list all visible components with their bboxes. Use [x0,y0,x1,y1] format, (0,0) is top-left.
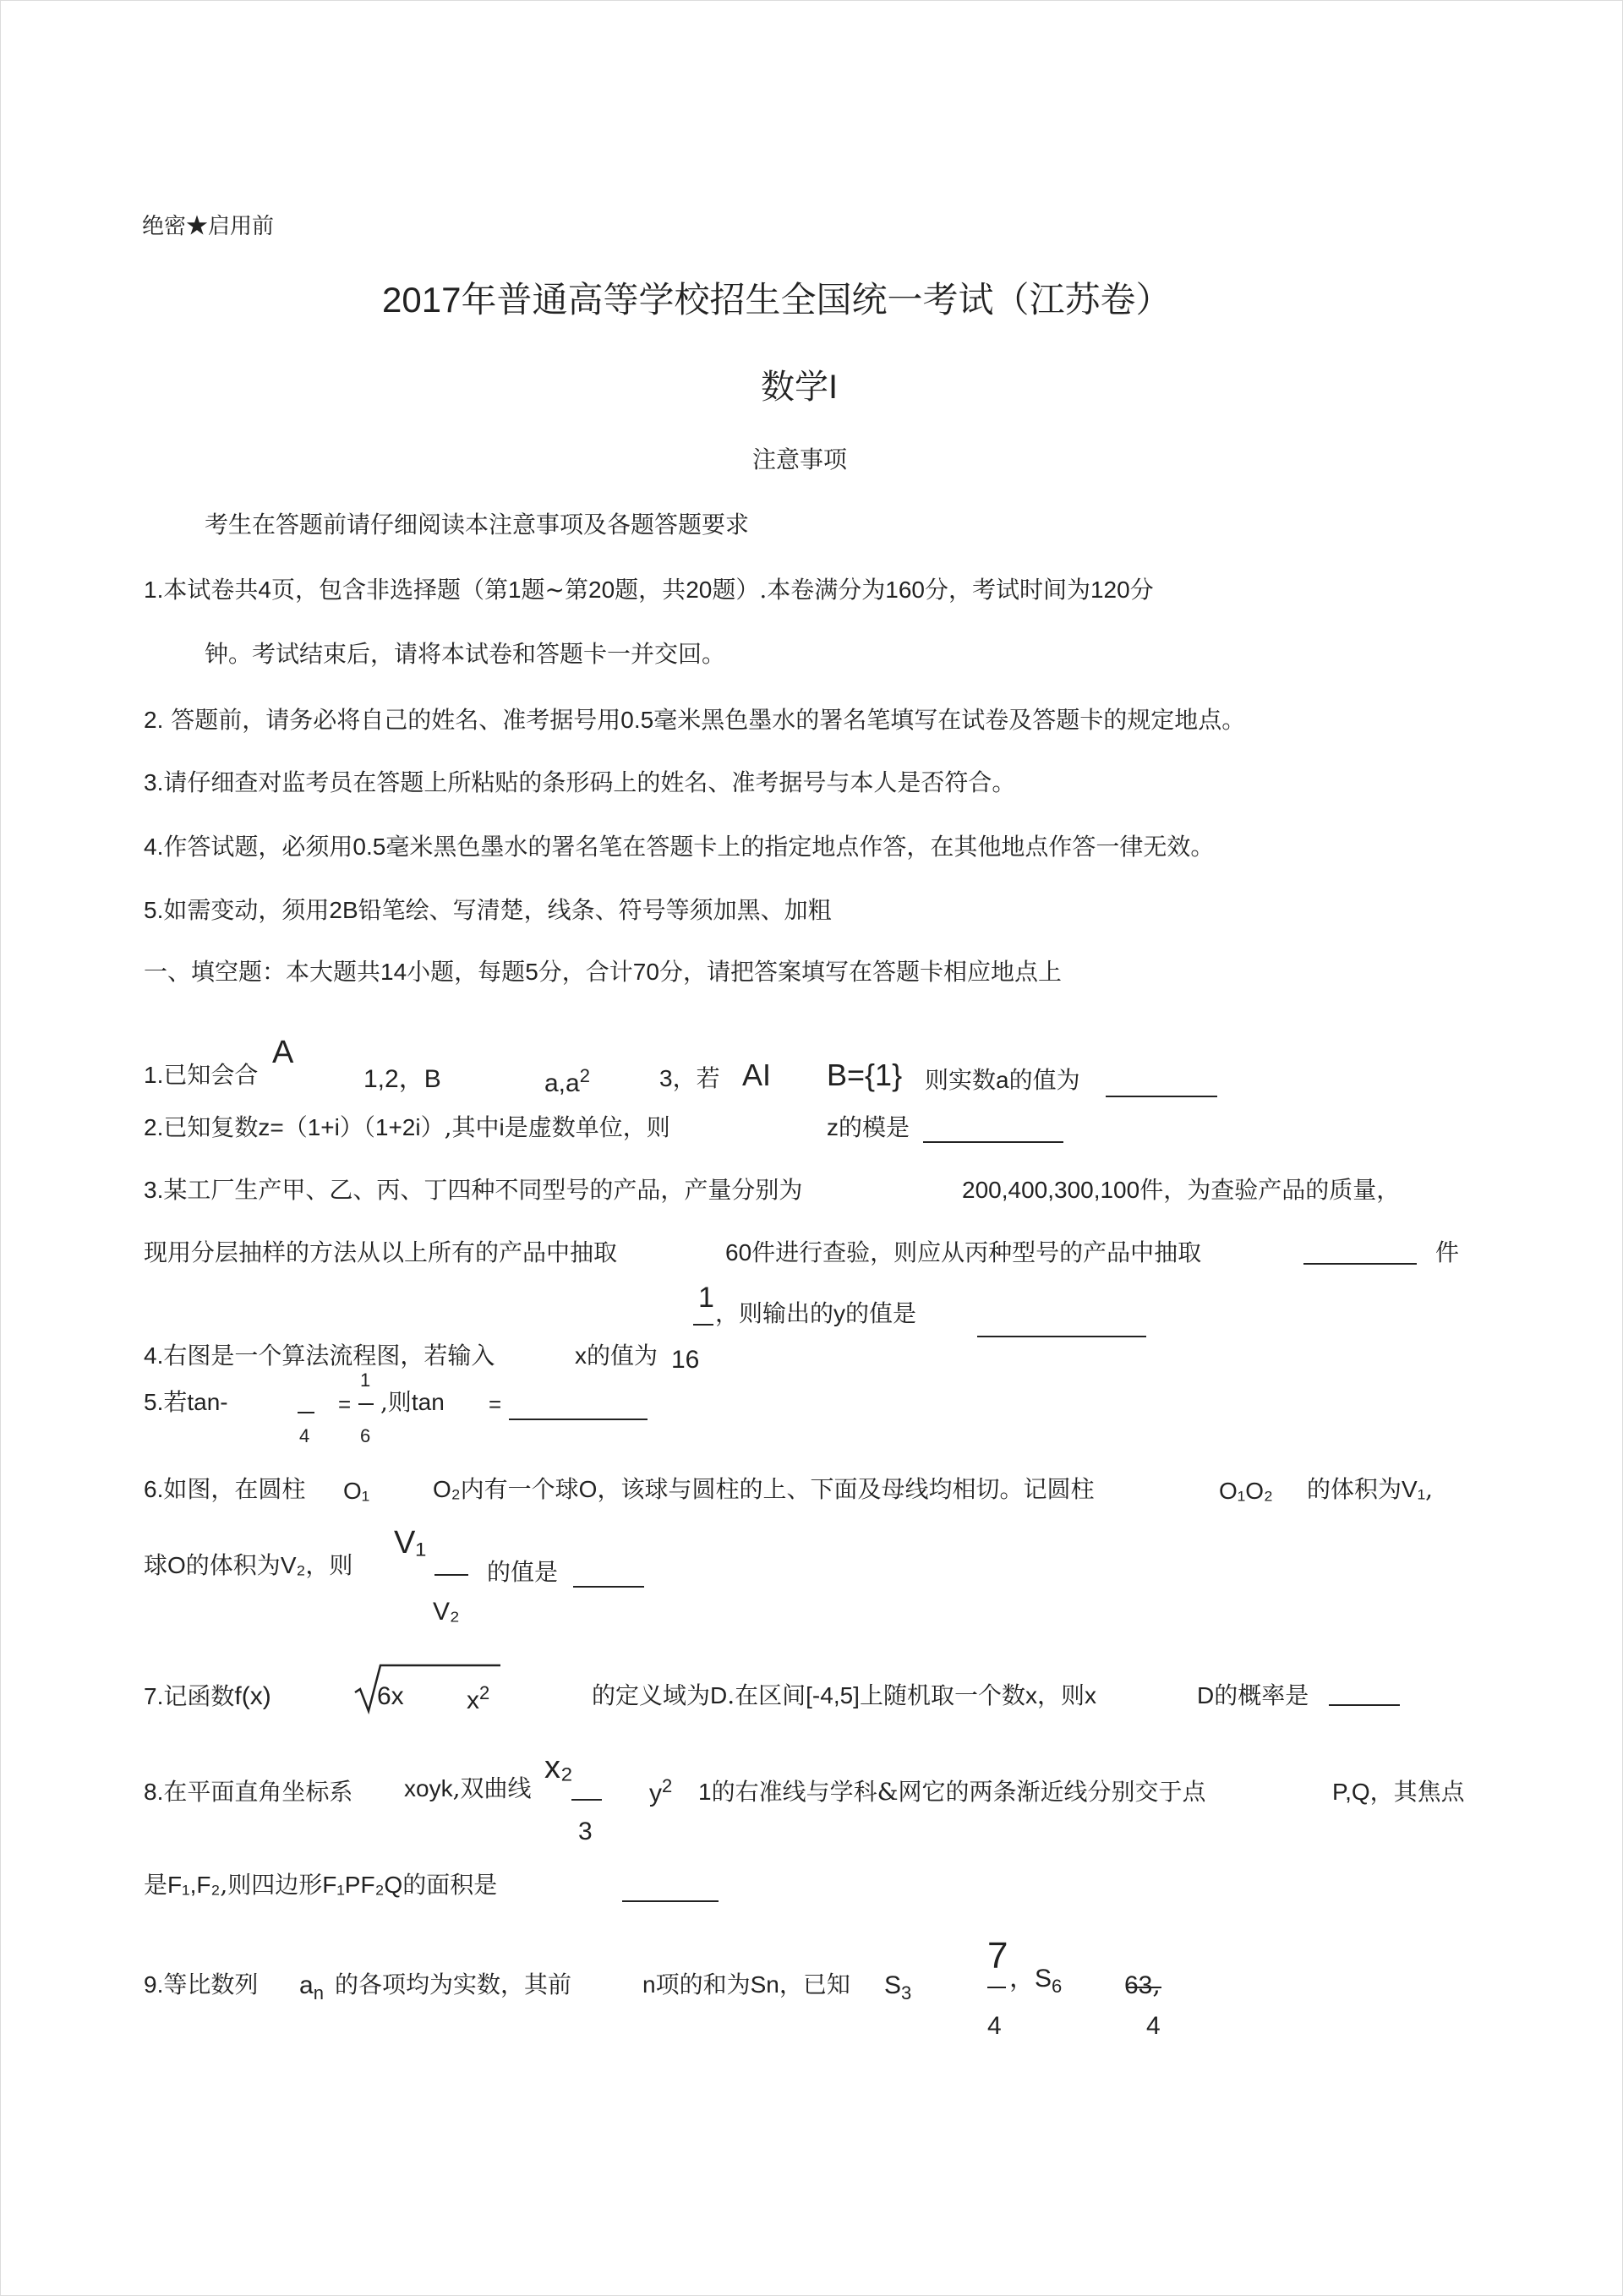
notice-intro: 考生在答题前请仔细阅读本注意事项及各题答题要求 [205,511,750,538]
q8-right-directrix: 1的右准线与学科&网它的两条渐近线分别交于点 [698,1778,1206,1806]
notice-item-1: 1.本试卷共4页，包含非选择题（第1题~第20题，共20题）.本卷满分为160分，考试时间为120分 [144,576,1154,604]
q7-domain: 的定义域为D.在区间[-4,5]上随机取一个数x，则x [592,1681,1096,1709]
q6-frac-den: V₂ [433,1598,460,1626]
section-heading: 一、填空题：本大题共14小题，每题5分，合计70分，请把答案填写在答题卡相应地点上 [144,958,1062,986]
q1-three: 3，若 [659,1064,720,1092]
q8-text: 8.在平面直角坐标系 [144,1778,353,1806]
q6-o1o2: O₁O₂ [1219,1478,1273,1504]
q9-sum: n项的和为Sn，已知 [642,1971,850,1998]
q5-frac1-bar [298,1412,314,1413]
notice-item-4: 4.作答试题，必须用0.5毫米黑色墨水的署名笔在答题卡上的指定地点作答，在其他地点作答一律无效。 [144,833,1215,861]
q7-answer-blank[interactable] [1329,1704,1400,1706]
q6-o2: O₂内有一个球O，该球与圆柱的上、下面及母线均相切。记圆柱 [433,1475,1095,1503]
q3-unit: 件 [1435,1238,1460,1266]
q9-text: 9.等比数列 [144,1971,259,1998]
q1-set-a: A [272,1035,294,1070]
q8-coord: xoyk,双曲线 [404,1774,532,1802]
exam-title: 2017年普通高等学校招生全国统一考试（江苏卷） [382,279,1172,320]
q6-o1: O₁ [343,1478,370,1504]
q1-ai: AI [742,1058,772,1092]
q5-eq2: = [489,1391,502,1417]
q5-frac2-bar [358,1403,374,1405]
q6-answer-blank[interactable] [573,1586,644,1588]
q9-s3: $S_3$ [884,1971,912,2004]
q9-frac1-den: 4 [987,2012,1002,2040]
q4-frac-den: 16 [671,1346,700,1374]
q7-text: 7.记函数f(x) [144,1682,271,1710]
q9-an: $a_n$ [299,1971,324,2004]
q5-answer-blank[interactable] [509,1419,648,1420]
q3-line2: 现用分层抽样的方法从以上所有的产品中抽取 [144,1238,618,1266]
q4-output: ，则输出的y的值是 [715,1299,917,1327]
q3-answer-blank[interactable] [1303,1263,1417,1265]
q7-sqrt-x2: $x^2$ [467,1682,490,1714]
q4-answer-blank[interactable] [977,1336,1146,1337]
q8-pq: P,Q，其焦点 [1332,1778,1465,1806]
notice-heading: 注意事项 [752,446,848,473]
q1-b-eq: B={1} [827,1058,903,1092]
q5-eq: = [338,1391,352,1417]
q8-frac-num: x₂ [544,1750,573,1785]
q8-answer-blank[interactable] [622,1900,719,1902]
q9-real: 的各项均为实数，其前 [335,1971,572,1998]
q5-frac2-den: 6 [360,1425,371,1446]
q7-prob: D的概率是 [1197,1681,1309,1709]
q7-sqrt-6x: 6x [377,1682,404,1710]
q9-frac2-den: 4 [1146,2012,1161,2040]
q5-then: ,则tan [380,1388,445,1416]
q4-x: x的值为 [575,1342,658,1369]
q9-frac2-bar [1126,1987,1161,1988]
q6-line2: 球O的体积为V₂，则 [144,1551,353,1579]
q5-frac1-den: 4 [299,1425,310,1446]
notice-item-5: 5.如需变动，须用2B铅笔绘、写清楚，线条、符号等须加黑、加粗 [144,896,832,924]
q1-b-elems: $a,a^2$ [544,1065,590,1097]
q3-line1: 3.某工厂生产甲、乙、丙、丁四种不同型号的产品，产量分别为 [144,1176,803,1204]
q6-tail: 的值是 [487,1558,559,1586]
q5-frac2-num: 1 [360,1369,371,1391]
q8-y2: $y^2$ [649,1775,673,1807]
q1-tail: 则实数a的值为 [925,1066,1080,1094]
q4-frac-num: 1 [698,1282,714,1314]
q9-s6: ，$S_6$ [1009,1965,1063,1997]
q8-frac-den: 3 [578,1818,593,1845]
q2-z-mod: z的模是 [827,1113,910,1141]
q3-quantities: 200,400,300,100件，为查验产品的质量， [962,1176,1401,1204]
q8-frac-bar [571,1799,602,1801]
secret-label: 绝密★启用前 [142,214,275,239]
q9-frac1-num: 7 [987,1935,1008,1976]
q9-frac1-bar [987,1987,1006,1988]
q6-frac-num: V₁ [394,1525,427,1561]
notice-item-1-cont: 钟。考试结束后，请将本试卷和答题卡一并交回。 [205,640,726,668]
q4-text: 4.右图是一个算法流程图，若输入 [144,1342,495,1369]
q1-elems: 1,2，B [363,1065,441,1093]
notice-item-2: 2. 答题前，请务必将自己的姓名、准考据号用0.5毫米黑色墨水的署名笔填写在试卷及答题卡的规定地点。 [144,706,1246,734]
q6-frac-bar [434,1574,468,1576]
q1-answer-blank[interactable] [1106,1096,1217,1097]
q2-text: 2.已知复数z=（1+i）（1+2i）,其中i是虚数单位，则 [144,1113,670,1141]
notice-item-3: 3.请仔细查对监考员在答题上所粘贴的条形码上的姓名、准考据号与本人是否符合。 [144,768,1016,796]
subject-title: 数学I [761,368,839,407]
q9-frac2-num: 63, [1124,1971,1161,2000]
q6-v1: 的体积为V₁, [1307,1475,1434,1503]
q1-number: 1.已知会合 [144,1061,259,1089]
q3-sample: 60件进行查验，则应从丙种型号的产品中抽取 [725,1238,1202,1266]
q6-line1: 6.如图，在圆柱 [144,1475,306,1503]
q8-line2: 是F₁,F₂,则四边形F₁PF₂Q的面积是 [144,1871,498,1899]
q5-text: 5.若tan- [144,1388,228,1416]
q2-answer-blank[interactable] [923,1141,1063,1143]
q4-frac-bar [693,1324,713,1326]
